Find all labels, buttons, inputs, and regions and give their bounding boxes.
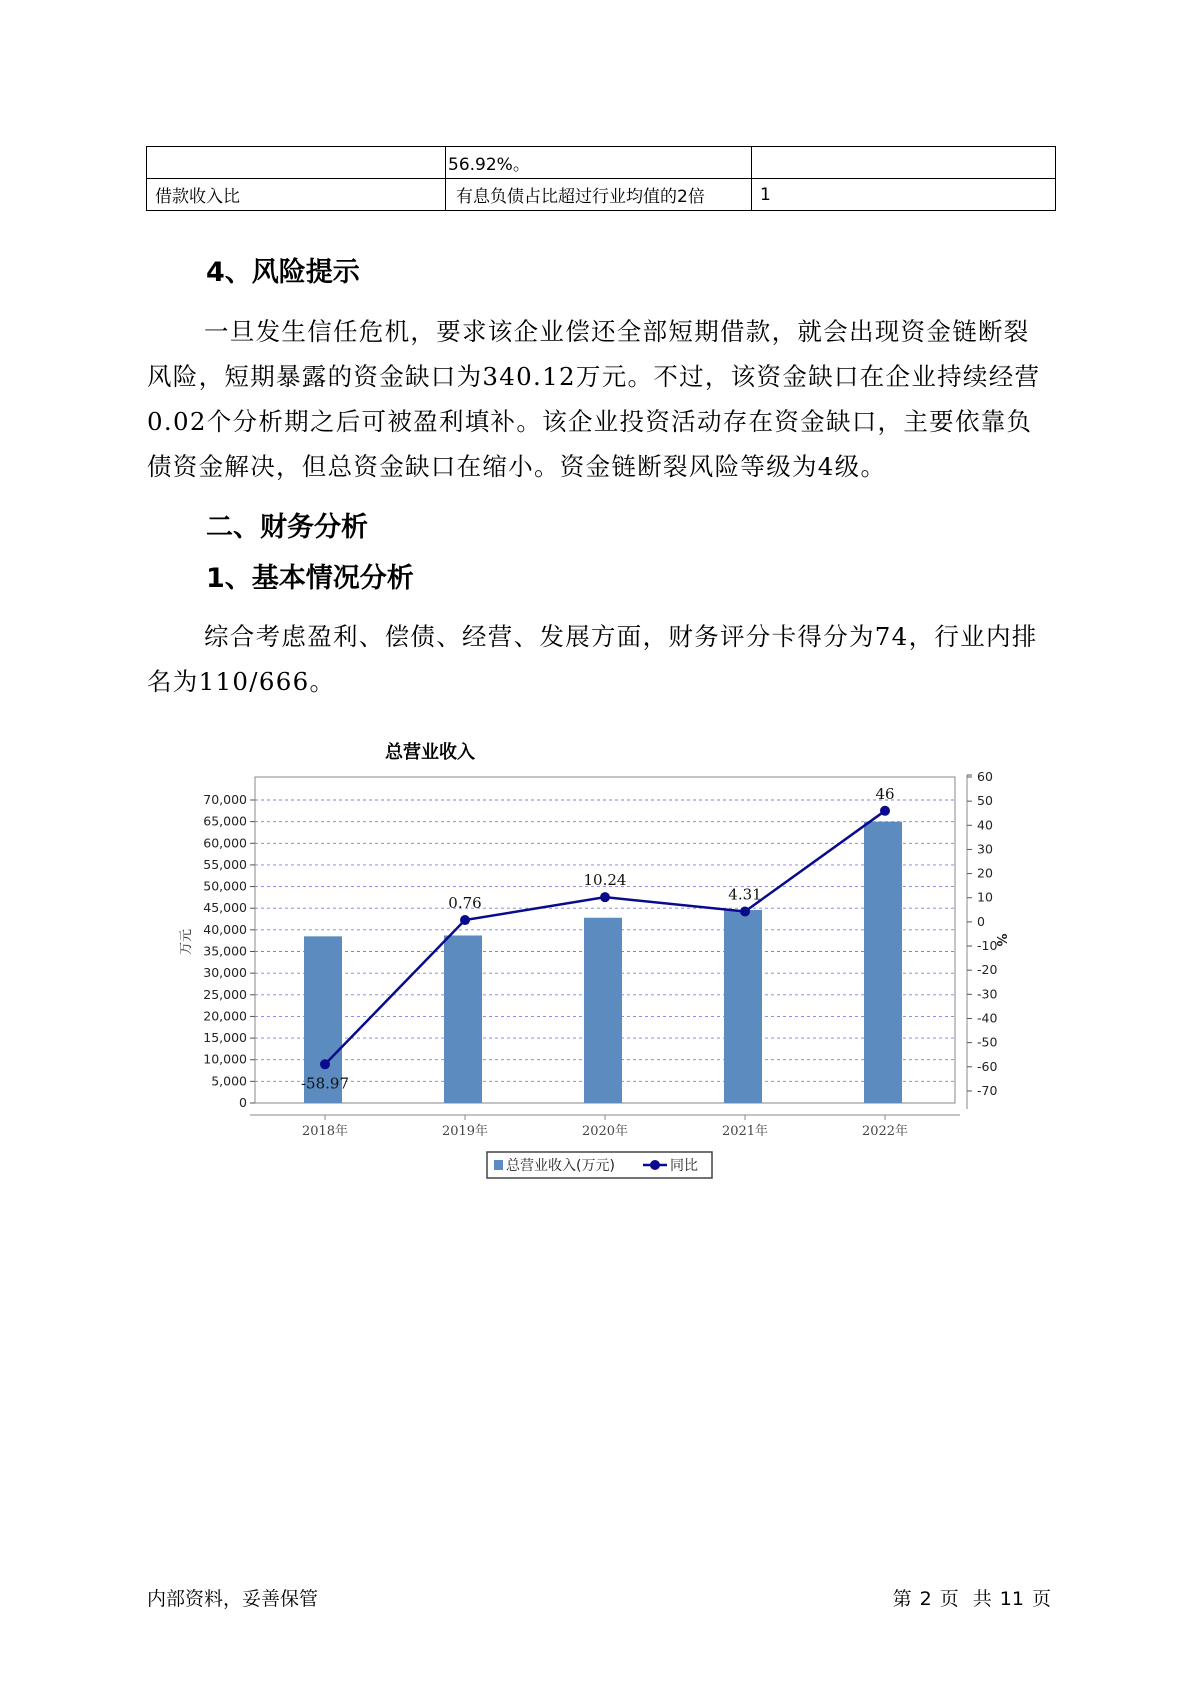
y2-tick-label: 10 <box>977 889 993 905</box>
risk-heading: 4、风险提示 <box>206 257 360 288</box>
y2-tick-label: -60 <box>977 1058 998 1074</box>
x-tick-label: 2018年 <box>301 1124 349 1139</box>
table-cell: 1 <box>752 179 1056 211</box>
y2-tick-label: 20 <box>977 865 993 881</box>
y2-tick-label: -50 <box>977 1034 998 1050</box>
x-tick-label: 2022年 <box>861 1124 909 1139</box>
y2-tick-label: 40 <box>977 817 993 833</box>
y-tick-label: 40,000 <box>203 921 247 937</box>
y-tick-label: 25,000 <box>203 986 247 1002</box>
basic-analysis-heading: 1、基本情况分析 <box>206 563 414 594</box>
bar <box>584 918 622 1103</box>
footer-page-info <box>889 1584 1055 1611</box>
data-label: 4.31 <box>728 885 762 904</box>
table-row <box>147 147 1056 179</box>
y-tick-label: 50,000 <box>203 878 247 894</box>
y-tick-label: 20,000 <box>203 1008 247 1024</box>
yoy-point <box>320 1059 330 1069</box>
y-tick-label: 60,000 <box>203 835 247 851</box>
bar <box>864 822 902 1103</box>
x-tick-label: 2021年 <box>721 1124 769 1139</box>
table-cell: 56.92%。 <box>446 147 752 179</box>
y-tick-label: 45,000 <box>203 900 247 916</box>
y2-tick-label: -40 <box>977 1010 998 1026</box>
basic-analysis-paragraph: 综合考虑盈利、偿债、经营、发展方面，财务评分卡得分为74，行业内排名为110/666。 <box>147 622 1038 696</box>
x-tick-label: 2019年 <box>441 1124 489 1139</box>
yoy-point <box>460 915 470 925</box>
y-tick-label: 0 <box>239 1095 247 1110</box>
table-cell: 借款收入比 <box>147 179 446 211</box>
data-label: 0.76 <box>448 894 482 913</box>
legend-bar-swatch <box>494 1160 503 1170</box>
yoy-point <box>880 806 890 816</box>
data-label: -58.97 <box>300 1074 350 1093</box>
revenue-chart-svg <box>170 727 1010 1187</box>
y-tick-label: 65,000 <box>203 813 247 829</box>
y2-tick-label: 60 <box>977 769 993 784</box>
total-prefix: 共 <box>972 1588 992 1610</box>
y2-tick-label: -30 <box>977 986 998 1002</box>
revenue-chart <box>170 727 1010 1187</box>
y-tick-label: 70,000 <box>203 792 247 807</box>
table-row <box>147 179 1056 211</box>
x-tick-label: 2020年 <box>581 1124 629 1139</box>
indicator-table <box>146 146 1056 211</box>
y2-tick-label: -70 <box>977 1082 998 1098</box>
data-label: 10.24 <box>583 871 627 890</box>
y-tick-label: 35,000 <box>203 943 247 959</box>
page-number: 2 <box>919 1588 932 1610</box>
y2-axis-label: % <box>993 933 1008 947</box>
y2-tick-label: 30 <box>977 841 993 857</box>
y-tick-label: 15,000 <box>203 1030 247 1046</box>
y2-tick-label: -10 <box>977 938 998 954</box>
y2-tick-label: 50 <box>977 793 993 809</box>
page-unit: 页 <box>939 1588 959 1610</box>
y-tick-label: 55,000 <box>203 856 247 872</box>
total-unit: 页 <box>1031 1588 1051 1610</box>
yoy-point <box>740 906 750 916</box>
total-pages: 11 <box>999 1588 1024 1610</box>
y2-tick-label: -20 <box>977 962 998 978</box>
y-tick-label: 5,000 <box>211 1073 247 1089</box>
bar <box>724 910 762 1103</box>
table-cell <box>752 147 1056 179</box>
finance-heading: 二、财务分析 <box>206 512 368 543</box>
data-label: 46 <box>875 784 895 803</box>
page-prefix: 第 <box>892 1588 912 1610</box>
legend-bar-label: 总营业收入(万元) <box>506 1158 615 1174</box>
table-cell: 有息负债占比超过行业均值的2倍 <box>446 179 752 211</box>
risk-paragraph: 一旦发生信任危机，要求该企业偿还全部短期借款，就会出现资金链断裂风险，短期暴露的资金缺口为340.12万元。不过，该资金缺口在企业持续经营 0.02个分析期之后可被盈利填补。该企业投资活动存在资金缺口，主要依靠负债资金解决，但总资金缺口在缩小。资金链断裂风险等级为4级。 <box>147 317 1041 481</box>
legend-line-marker <box>650 1160 660 1170</box>
legend-line-label: 同比 <box>670 1158 698 1174</box>
yoy-point <box>600 892 610 902</box>
table-cell <box>147 147 446 179</box>
y-tick-label: 30,000 <box>203 965 247 981</box>
chart-title: 总营业收入 <box>385 742 475 763</box>
y-tick-label: 10,000 <box>203 1051 247 1067</box>
bar <box>444 935 482 1103</box>
footer-confidential: 内部资料，妥善保管 <box>147 1588 319 1610</box>
y-axis-label: 万元 <box>179 928 194 956</box>
y2-tick-label: 0 <box>977 913 985 929</box>
